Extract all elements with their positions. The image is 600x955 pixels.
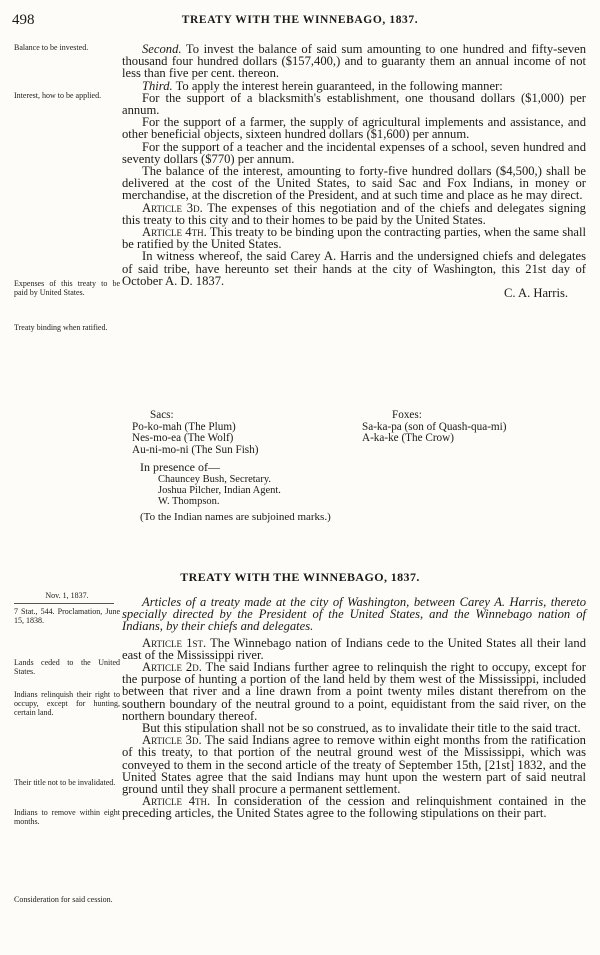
sac-signer: Au-ni-mo-ni (The Sun Fish) [132,443,259,456]
treaty-body-part1 [122,43,586,299]
witness-name: Joshua Pilcher, Indian Agent. [158,484,281,496]
treaty-title: TREATY WITH THE WINNEBAGO, 1837. [180,570,420,584]
paragraph-article-1: Article 1st. The Winnebago nation of Indians cede to the United States all their land east of the Mississippi river. [122,635,586,662]
paragraph-blacksmith: For the support of a blacksmith's establishment, one thousand dollars ($1,000) per annum. [122,90,586,118]
paragraph-second: Second. To invest the balance of said sum amounting to one hundred and fifty-seven thousand four hundred dollars ($157,400,) and to guaranty them an annual income of not less than five per cent. thereon. [122,42,586,81]
presence-block [140,462,580,523]
foxes-label: Foxes: [392,409,422,421]
treaty-preamble: Articles of a treaty made at the city of Washington, between Carey A. Harris, thereto specially directed by the President of the United States, and the Winnebago nation of Indians, by their chiefs and delegates. [122,595,586,634]
page-number: 498 [12,12,35,28]
sidenote-remove: Indians to remove within eight months. [14,808,120,826]
paragraph-article-2: Article 2d. The said Indians further agree to relinquish the right to occupy, except for the purpose of hunting a portion of the land held by them west of the Mississippi, included between that river and a line drawn from a point twenty miles distant therefrom on the southern boundary of the neutral ground to a point, equidistant from the said river, on the northern boundary thereof. [122,660,586,723]
signer-harris: C. A. Harris. [503,286,568,301]
sac-signer: Nes-mo-ea (The Wolf) [132,432,234,445]
sidenote-title: Their title not to be invalidated. [14,778,116,787]
paragraph-witness: In witness whereof, the said Carey A. Harris and the undersigned chiefs and delegates of said tribe, have hereunto set their hands at the city of Washington, this 21st day of October A. D. 1837. [122,249,586,288]
paragraph-article-3: Article 3d. The expenses of this negotiation and of the chiefs and delegates signing this treaty to this city and to their homes to be paid by the United States. [122,200,586,227]
marks-note: (To the Indian names are subjoined marks.) [140,510,331,523]
paragraph-teacher: For the support of a teacher and the incidental expenses of a school, seven hundred and seventy dollars ($770) per annum. [122,139,586,166]
sidenote-date: Nov. 1, 1837. [45,591,89,600]
sidenote-binding: Treaty binding when ratified. [14,323,108,332]
paragraph-article-3b: Article 3d. The said Indians agree to remove within eight months from the ratification of this treaty, to that portion of the neutral ground west of the Mississippi, which was conveyed to them in the second article of the treaty of September 15th, [21st] 1832, and the United States agree that the said Indians may hunt upon the western part of said neutral ground until they shall procure a permanent settlement. [122,733,586,797]
presence-label: In presence of— [140,460,220,474]
sidenote-consideration: Consideration for said cession. [14,895,113,904]
sidenote-balance: Balance to be invested. [14,43,89,52]
sacs-label: Sacs: [150,409,174,421]
fox-signer: Sa-ka-pa (son of Quash-qua-mi) [362,420,507,433]
paragraph-farmer: For the support of a farmer, the supply of agricultural implements and assistance, and other beneficial objects, sixteen hundred dollars ($1,600) per annum. [122,115,586,142]
paragraph-stipulation: But this stipulation shall not be so construed, as to invalidate their title to the said tract. [142,721,581,736]
sidenote-expenses: Expenses of this treaty to be paid by United States. [14,279,120,297]
paragraph-article-4: Article 4th. This treaty to be binding upon the contracting parties, when the same shall be ratified by the United States. [122,225,586,252]
paragraph-third: Third. To apply the interest herein guaranteed, in the following manner: [142,78,503,93]
signatures-block [122,410,586,530]
sidenote-lands: Lands ceded to the United States. [14,658,120,676]
paragraph-article-4b: Article 4th. In consideration of the cession and relinquishment contained in the preceding articles, the United States agree to the following stipulations on their part. [122,794,586,821]
sidenote-relinquish: Indians relinquish their right to occupy, except for hunting, certain land. [14,690,120,717]
foxes-column [362,410,586,445]
fox-signer: A-ka-ke (The Crow) [362,432,454,445]
sidenote-rule [14,603,114,604]
treaty-body-part2 [122,596,586,820]
sacs-column [132,410,332,456]
page-header [12,12,588,30]
witness-name: Chauncey Bush, Secretary. [158,473,272,485]
running-title: TREATY WITH THE WINNEBAGO, 1837. [181,14,419,26]
sidenote-stat: 7 Stat., 544. Proclamation, June 15, 1838. [14,607,120,625]
sac-signer: Po-ko-mah (The Plum) [132,420,236,433]
witness-name: W. Thompson. [158,495,220,507]
sidenote-interest: Interest, how to be applied. [14,91,102,100]
paragraph-balance-interest: The balance of the interest, amounting to forty-five hundred dollars ($4,500,) shall be delivered at the cost of the United States, to said Sac and Fox Indians, in money or merchandise, at the discretion of the President, and at such time and place as he may direct. [122,164,586,203]
